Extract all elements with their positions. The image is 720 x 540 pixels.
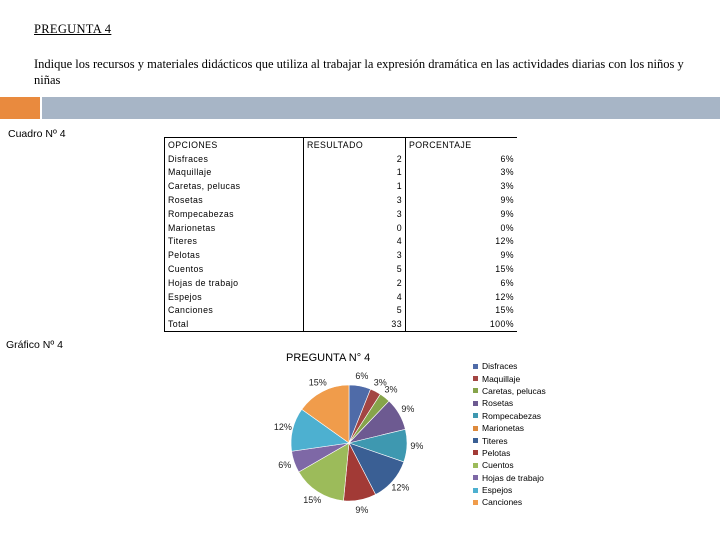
question-text: Indique los recursos y materiales didácticos que utiliza al trabajar la expresión dramática en las actividades diarias con los niños y niñas bbox=[34, 57, 684, 87]
cell-result: 3 bbox=[304, 193, 406, 207]
pie-data-label: 6% bbox=[278, 460, 292, 471]
cell-option: Marionetas bbox=[165, 221, 304, 235]
cell-percent: 3% bbox=[500, 181, 514, 192]
legend-label: Hojas de trabajo bbox=[482, 472, 544, 483]
header-options: OPCIONES bbox=[165, 138, 304, 152]
legend-swatch bbox=[473, 450, 478, 455]
pie-data-label: 15% bbox=[303, 495, 322, 506]
legend-swatch bbox=[473, 475, 478, 480]
legend-item bbox=[473, 397, 546, 409]
cell-percent: 0% bbox=[500, 222, 514, 233]
legend-item bbox=[473, 385, 546, 397]
legend-item bbox=[473, 410, 546, 422]
legend-label: Pelotas bbox=[482, 447, 511, 458]
pie-data-label: 12% bbox=[391, 482, 410, 493]
chart-caption: Gráfico Nº 4 bbox=[6, 339, 63, 351]
legend-swatch bbox=[473, 463, 478, 468]
pie-data-label: 15% bbox=[308, 377, 327, 388]
legend-label: Caretas, pelucas bbox=[482, 385, 546, 396]
legend-label: Canciones bbox=[482, 497, 523, 508]
cell-percent: 15% bbox=[495, 264, 514, 275]
cell-option: Hojas de trabajo bbox=[165, 276, 304, 290]
cell-option: Titeres bbox=[165, 235, 304, 249]
cell-option: Rosetas bbox=[165, 193, 304, 207]
pie-data-label: 6% bbox=[355, 371, 369, 382]
legend-swatch bbox=[473, 388, 478, 393]
legend-swatch bbox=[473, 376, 478, 381]
cell-result: 4 bbox=[304, 235, 406, 249]
cell-result: 3 bbox=[304, 207, 406, 221]
cell-option: Disfraces bbox=[165, 152, 304, 166]
cell-percent: 3% bbox=[500, 167, 514, 178]
cell-percent: 15% bbox=[495, 305, 514, 316]
cell-percent: 9% bbox=[500, 250, 514, 261]
legend-label: Marionetas bbox=[482, 423, 525, 434]
legend-swatch bbox=[473, 413, 478, 418]
legend-label: Espejos bbox=[482, 485, 513, 496]
cell-option: Pelotas bbox=[165, 248, 304, 262]
legend-item bbox=[473, 447, 546, 459]
legend-item bbox=[473, 434, 546, 446]
legend-swatch bbox=[473, 438, 478, 443]
cell-percent: 9% bbox=[500, 195, 514, 206]
legend-label: Rompecabezas bbox=[482, 410, 542, 421]
cell-percent: 100% bbox=[406, 317, 518, 331]
legend-item bbox=[473, 484, 546, 496]
cell-percent: 9% bbox=[500, 208, 514, 219]
cell-percent: 12% bbox=[495, 236, 514, 247]
pie-data-label: 3% bbox=[373, 377, 387, 388]
legend-label: Disfraces bbox=[482, 361, 518, 372]
cell-result: 2 bbox=[304, 276, 406, 290]
legend-swatch bbox=[473, 426, 478, 431]
cell-percent: 6% bbox=[500, 153, 514, 164]
cell-result: 1 bbox=[304, 179, 406, 193]
cell-result: 1 bbox=[304, 166, 406, 180]
header-percent: PORCENTAJE bbox=[406, 138, 518, 152]
pie-data-label: 9% bbox=[401, 404, 415, 414]
page-heading: PREGUNTA 4 bbox=[34, 22, 112, 36]
cell-option: Espejos bbox=[165, 290, 304, 304]
legend-item bbox=[473, 422, 546, 434]
legend-swatch bbox=[473, 500, 478, 505]
legend-item bbox=[473, 496, 546, 508]
cell-option: Caretas, pelucas bbox=[165, 179, 304, 193]
cell-result: 4 bbox=[304, 290, 406, 304]
cell-result: 3 bbox=[304, 248, 406, 262]
pie-data-label: 9% bbox=[355, 504, 369, 515]
cell-option: Maquillaje bbox=[165, 166, 304, 180]
chart-title: PREGUNTA N° 4 bbox=[286, 352, 371, 364]
legend-item bbox=[473, 472, 546, 484]
pie-data-label: 3% bbox=[384, 384, 398, 395]
legend-item bbox=[473, 360, 546, 372]
cell-option: Total bbox=[165, 317, 304, 331]
legend-item bbox=[473, 459, 546, 471]
legend-swatch bbox=[473, 488, 478, 493]
cell-percent: 12% bbox=[495, 291, 514, 302]
cell-result: 33 bbox=[304, 317, 406, 331]
cell-result: 0 bbox=[304, 221, 406, 235]
cell-percent: 6% bbox=[500, 277, 514, 288]
cell-result: 5 bbox=[304, 304, 406, 318]
pie-data-label: 12% bbox=[273, 422, 292, 432]
chart-legend bbox=[473, 360, 546, 509]
cell-option: Cuentos bbox=[165, 262, 304, 276]
legend-label: Maquillaje bbox=[482, 373, 521, 384]
table-caption: Cuadro Nº 4 bbox=[8, 128, 66, 140]
pie-data-label: 9% bbox=[410, 441, 424, 452]
legend-label: Rosetas bbox=[482, 398, 514, 409]
cell-result: 5 bbox=[304, 262, 406, 276]
header-result: RESULTADO bbox=[304, 138, 406, 152]
legend-label: Titeres bbox=[482, 435, 508, 446]
legend-swatch bbox=[473, 364, 478, 369]
legend-label: Cuentos bbox=[482, 460, 514, 471]
legend-swatch bbox=[473, 401, 478, 406]
cell-option: Canciones bbox=[165, 304, 304, 318]
legend-item bbox=[473, 372, 546, 384]
cell-option: Rompecabezas bbox=[165, 207, 304, 221]
cell-result: 2 bbox=[304, 152, 406, 166]
